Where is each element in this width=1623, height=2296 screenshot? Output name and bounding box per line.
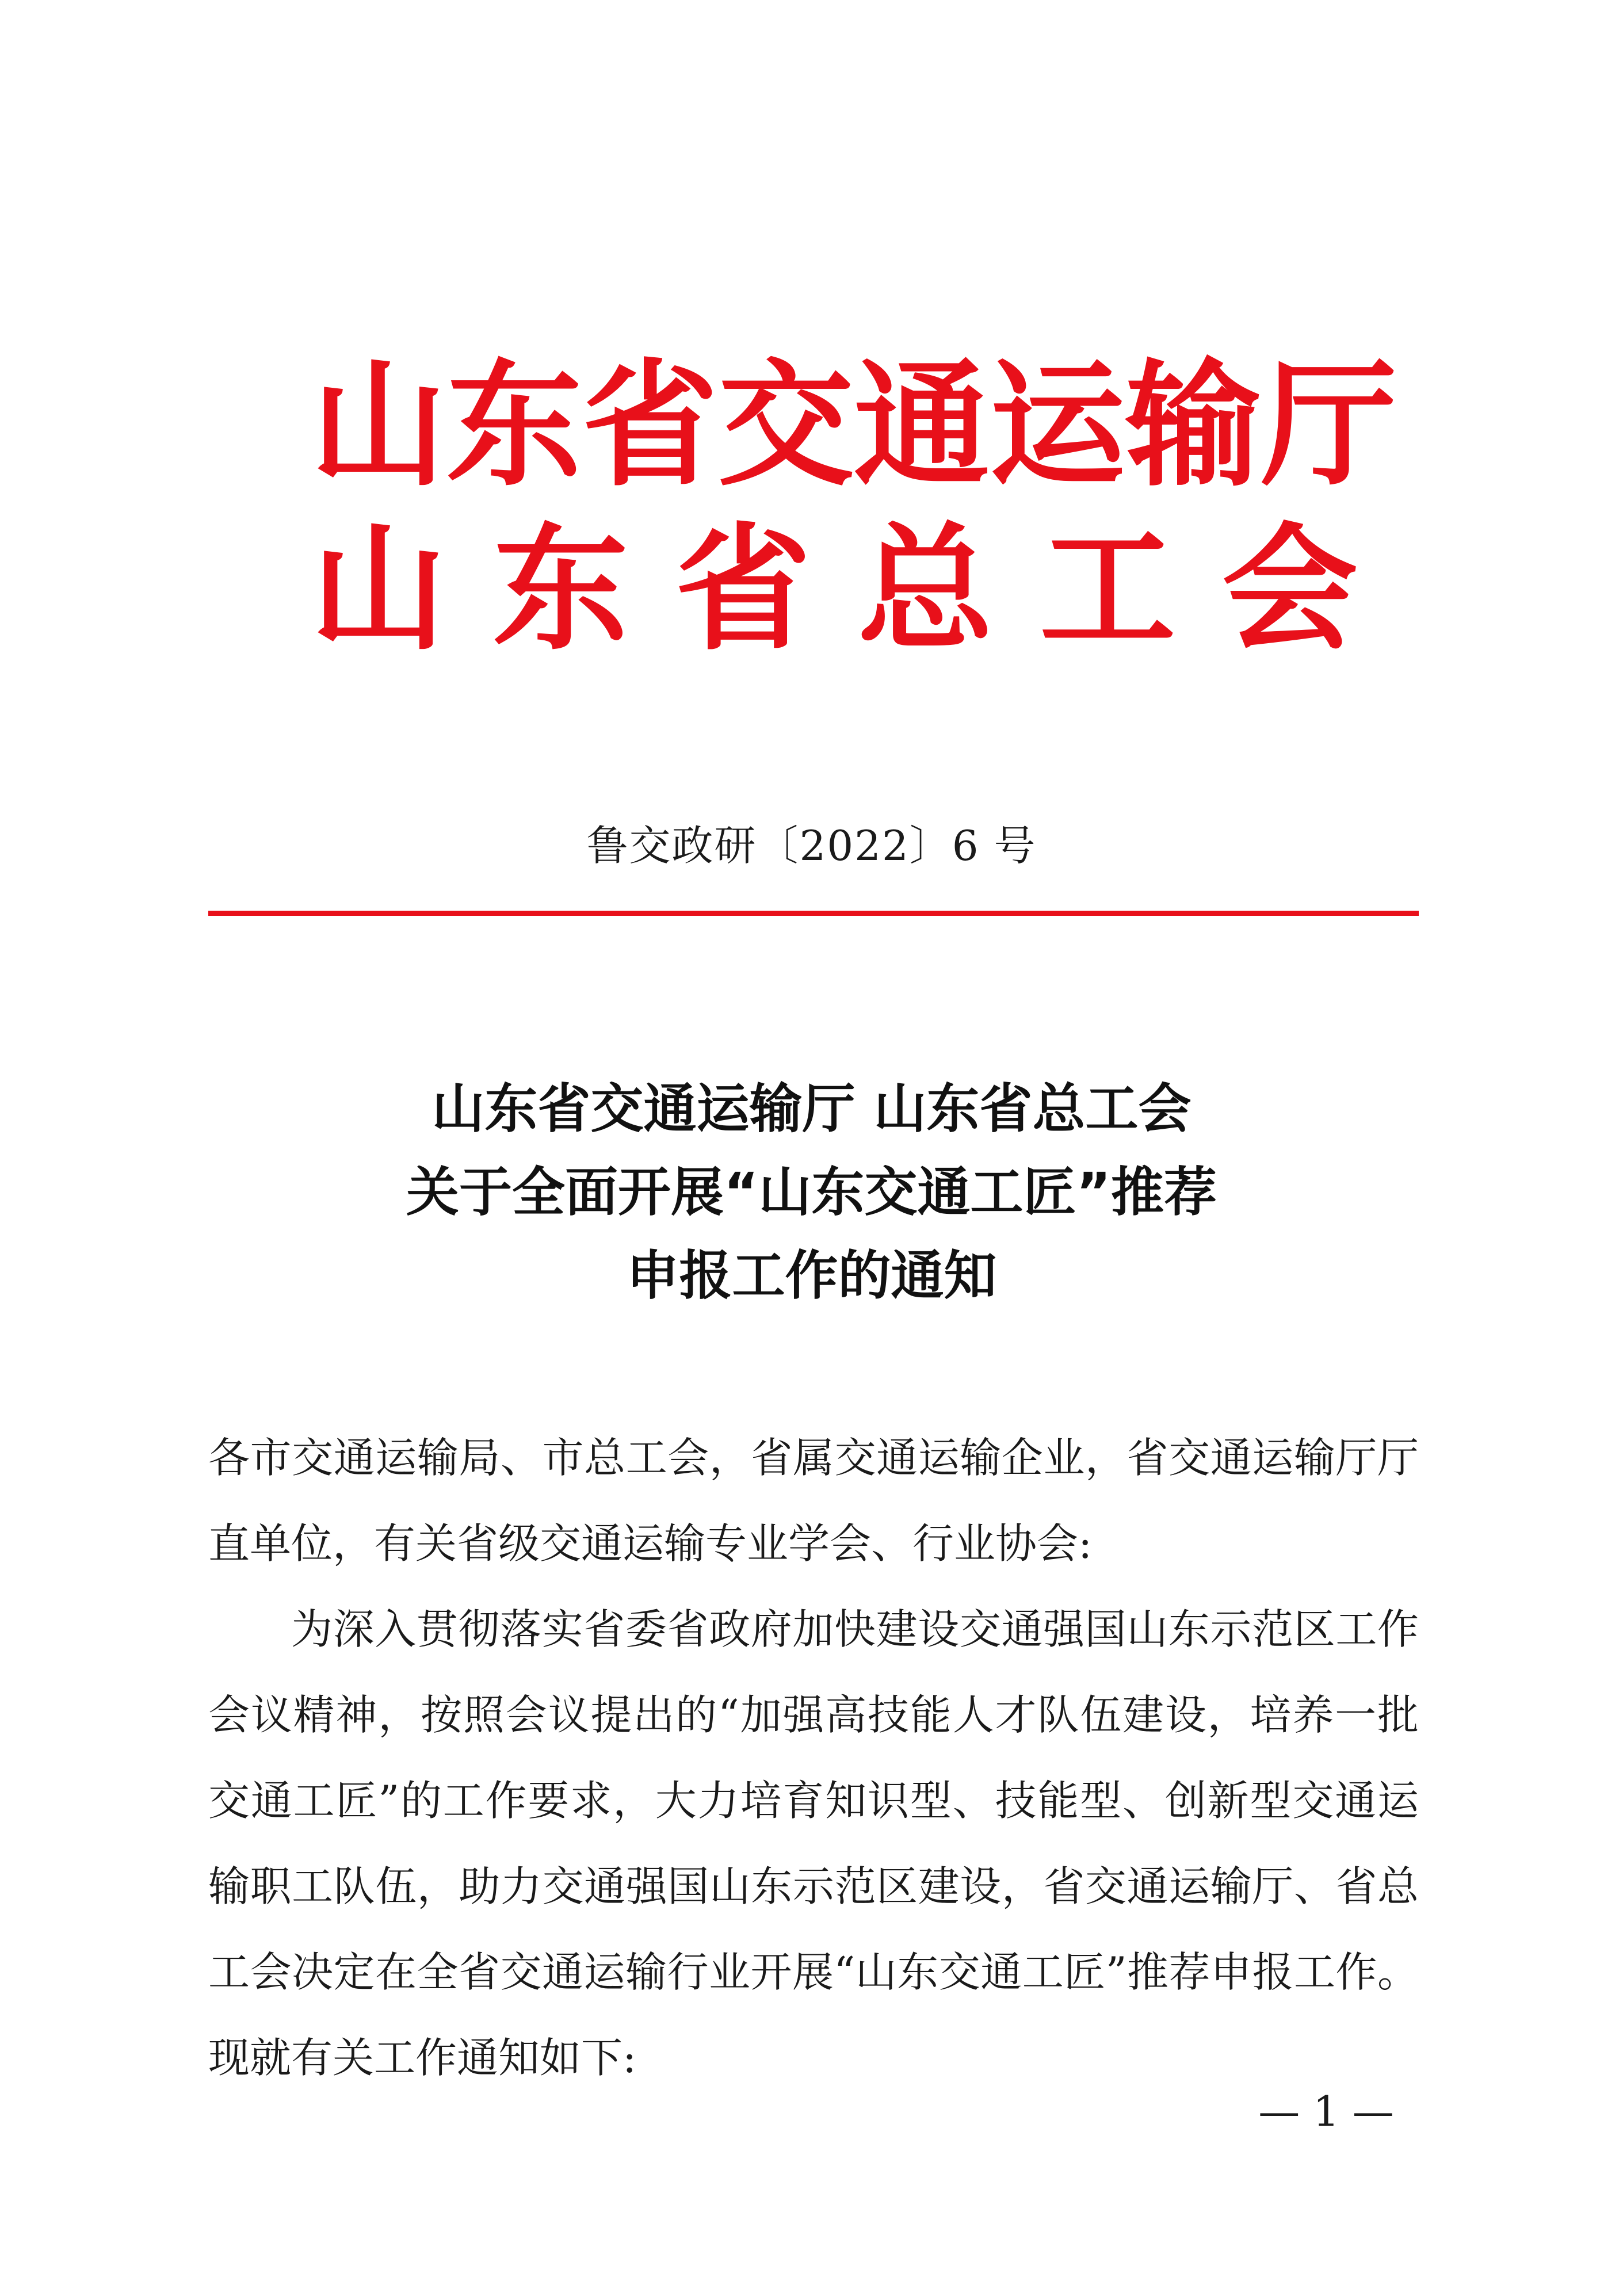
masthead-issuer-2: 山东省总工会 <box>311 510 1358 668</box>
body-paragraph: 为深入贯彻落实省委省政府加快建设交通强国山东示范区工作会议精神，按照会议提出的“加强高技能人才队伍建设，培养一批交通工匠”的工作要求，大力培育知识型、技能型、创新型交通运输职工队伍，助力交通强国山东示范区建设，省交通运输厅、省总工会决定在全省交通运输行业开展“山东交通工匠”推荐申报工作。现就有关工作通知如下: <box>208 1605 1419 2082</box>
document-title <box>0 1067 1623 1317</box>
document-body <box>208 1415 1419 2101</box>
masthead-issuer-1: 山东省交通运输厅 <box>311 346 1397 505</box>
page-number: — 1 — <box>1258 2087 1394 2135</box>
title-line-1: 山东省交通运输厅 山东省总工会 <box>431 1078 1192 1140</box>
salutation: 各市交通运输局、市总工会，省属交通运输企业，省交通运输厅厅直单位，有关省级交通运输专业学会、行业协会: <box>208 1434 1419 1568</box>
red-divider-rule <box>208 911 1419 916</box>
document-number: 鲁交政研〔2022〕6 号 <box>586 822 1037 870</box>
title-line-2: 关于全面开展“山东交通工匠”推荐 <box>406 1162 1217 1223</box>
title-line-3: 申报工作的通知 <box>626 1245 997 1306</box>
